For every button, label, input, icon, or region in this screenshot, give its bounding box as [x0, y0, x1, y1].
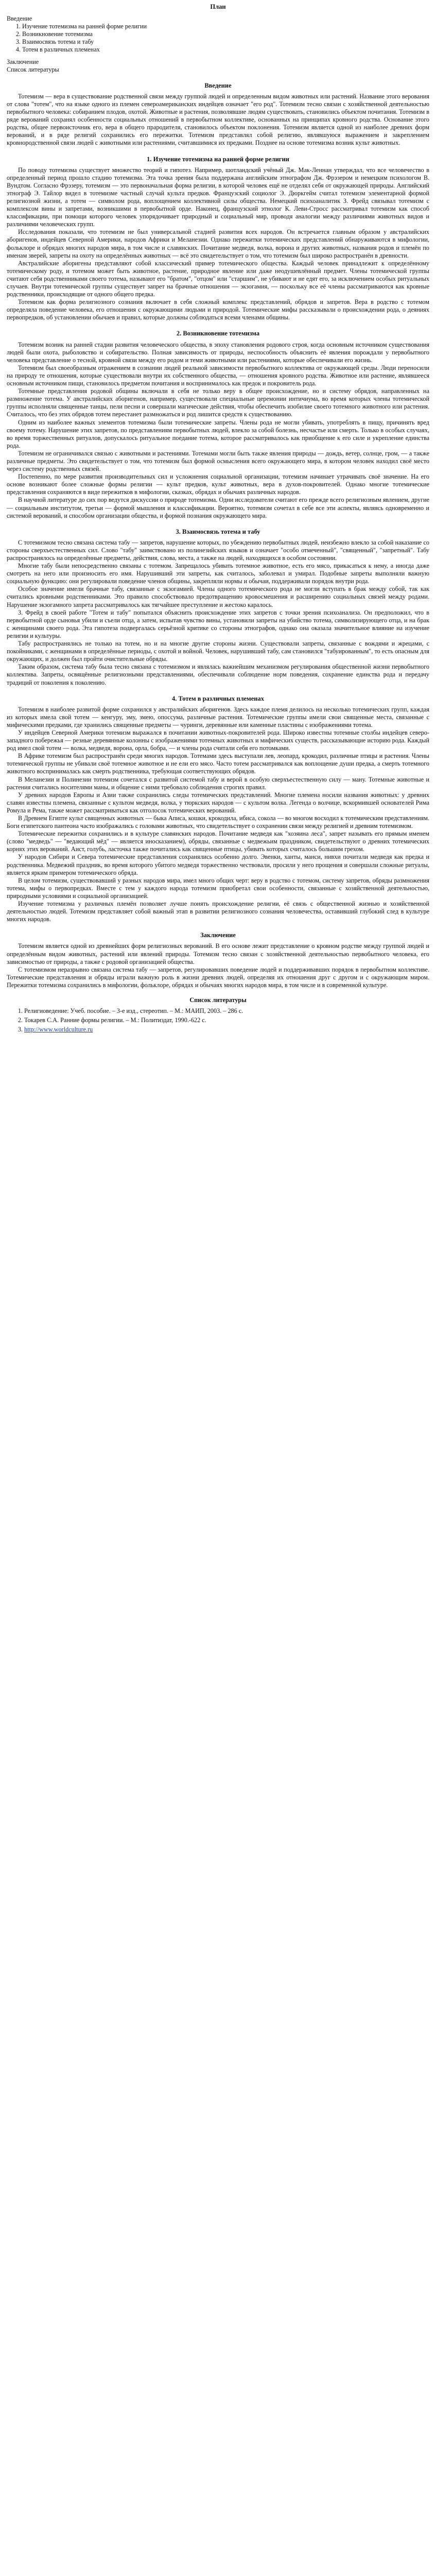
reference-link[interactable]: http://www.worldculture.ru: [24, 1026, 93, 1033]
paragraph: С тотемизмом тесно связана система табу — запретов, нарушение которых, по убеждению первобытных людей, неизбежно влекло за собой наказание со стороны сверхъестественных сил. Слово "табу" заимствовано из полинезийских языков и означает "особо отмеченный", "священный", "запретный". Табу распространялось на определённые предметы, действия, слова, места, а также на людей, находящихся в особом состоянии.: [7, 538, 429, 562]
paragraph: Многие табу были непосредственно связаны с тотемом. Запрещалось убивать тотемное животное, есть его мясо, прикасаться к нему, а иногда даже смотреть на него или произносить его имя. Нарушивший эти запреты, как считалось, заболевал и умирал. Подобные запреты выполняли важную социальную функцию: они регулировали поведение членов общины, закрепляли нормы и обычаи, поддерживали порядок внутри рода.: [7, 562, 429, 585]
paragraph: Тотемизм был своеобразным отражением в сознании людей реальной зависимости первобытного коллектива от окружающей среды. Люди переносили на природу те отношения, которые существовали внутри их собственного общества, — отношения кровного родства. Животное или растение, являвшееся основным источником пищи, становилось предметом почитания и воспринималось как предок и покровитель рода.: [7, 364, 429, 387]
reference-item: 1. Религиоведение: Учеб. пособие. – 3-е изд., стереотип. – М.: МАИП, 2003. – 286 с.: [24, 1007, 429, 1015]
section-title: 2. Возникновение тотемизма: [176, 330, 260, 337]
paragraph: Одним из наиболее важных элементов тотемизма были тотемические запреты. Члены рода не могли убивать, употреблять в пищу, причинять вред своему тотему. Нарушение этих запретов, по представлениям первобытных людей, влекло за собой болезнь, несчастье или смерть. Только в особых случаях, во время торжественных ритуалов, допускалось ритуальное поедание тотема, которое рассматривалось как приобщение к его силе и укрепление единства рода.: [7, 418, 429, 449]
section-title: 1. Изучение тотемизма на ранней форме религии: [147, 155, 289, 163]
section-title: 3. Взаимосвязь тотема и табу: [176, 528, 260, 535]
paragraph: Тотемизм является одной из древнейших форм религиозных верований. В его основе лежит представление о кровном родстве между группой людей и определённым видом животных, растений или явлений природы. Тотемизм тесно связан с хозяйственной деятельностью первобытного человека, его зависимостью от природы, а также с родовой организацией общества.: [7, 942, 429, 965]
paragraph: Тотемизм — вера в существование родственной связи между группой людей и определенным видом животных или растений. Название этого верования от слова "тотем", что на языке одного из племен североамериканских индейцев означает "его род". Тотемизм тесно связан с хозяйственной деятельностью первобытного человека: собиранием плодов, охотой. Животные и растения, позволявшие людям существовать, становились объектом почитания. Тотемизм в ряде верований сохранял особенности социальных отношений в первобытном коллективе, основанных на принципах кровного родства. Основание этого родства, общее первоисточник его, вера в общего прародителя, становилось объектом поклонения. Тотемизм является одной из наиболее древних форм верований, и в ряде религий сохранились его пережитки. Тотемизм представлял собой религию, являвшуюся выражением и закреплением кровнородственной связи людей с животными или растениями, считавшимися их предками. Позднее на основе тотемизма возник культ животных.: [7, 92, 429, 147]
paragraph: Австралийские аборигены представляют собой классический пример тотемического общества. Каждый человек принадлежит к определённому тотемическому роду, и тотемом может быть животное, растение, природное явление или даже неодушевлённый предмет. Члены тотемической группы считают себя родственниками своего тотема, называют его "братом", "отцом" или "старшим", не убивают и не едят его, за исключением особых ритуальных случаев. Внутри тотемической группы существует запрет на брачные отношения — экзогамия, — поскольку все её члены рассматриваются как кровные родственники, происходящие от одного общего предка.: [7, 259, 429, 298]
paragraph: В целом тотемизм, существовавший у разных народов мира, имел много общих черт: веру в родство с тотемом, систему запретов, обряды размножения тотема, мифы о первопредках. Вместе с тем у каждого народа тотемизм приобретал свои особенности, связанные с хозяйственной деятельностью, природными условиями и социальной организацией.: [7, 876, 429, 900]
paragraph: В Древнем Египте культ священных животных — быка Аписа, кошки, крокодила, ибиса, сокола — во многом восходил к тотемическим представлениям. Боги египетского пантеона часто изображались с головами животных, что свидетельствует о сохранении связи между религией и древним тотемизмом.: [7, 815, 429, 830]
paragraph: Тотемизм как форма религиозного сознания включает в себя сложный комплекс представлений, обрядов и запретов. Вера в родство с тотемом определяла поведение человека, его отношения с окружающими людьми и природой. Тотемические мифы рассказывали о происхождении рода, о деяниях первопредков, об установлении обычаев и правил, которые должны соблюдаться всеми членами общины.: [7, 298, 429, 321]
paragraph: У древних народов Европы и Азии также сохранились следы тотемических представлений. Многие племена носили названия животных: у древних славян известны племена, связанные с культом медведя, волка, у тюркских народов — с культом волка. Легенда о волчице, вскормившей основателей Рима Ромула и Рема, также может рассматриваться как отголосок тотемических верований.: [7, 791, 429, 814]
section-title: Заключение: [200, 931, 236, 939]
paragraph: В Африке тотемизм был распространён среди многих народов. Тотемами здесь выступали лев, леопард, крокодил, различные птицы и растения. Члены тотемической группы не убивали своё тотемное животное и не ели его мясо. Часто тотем рассматривался как воплощение души предка, а смерть тотемного животного воспринималась как смерть родственника, требующая соответствующих обрядов.: [7, 752, 429, 775]
plan-item: 2. Возникновение тотемизма: [22, 30, 429, 38]
paragraph: Табу распространялись не только на тотем, но и на многие другие стороны жизни. Существовали запреты, связанные с вождями и жрецами, с покойниками, с женщинами в определённые периоды, с охотой и войной. Человек, нарушивший табу, сам становился "табуированным", то есть опасным для окружающих, и должен был пройти очистительные обряды.: [7, 640, 429, 663]
plan-item: 3. Взаимосвязь тотема и табу: [22, 38, 429, 46]
section-title: 4. Тотем в различных племенах: [172, 694, 264, 702]
reference-item: 2. Токарев С.А. Ранние формы религии. – М.: Политиздат, 1990.-622 с.: [24, 1016, 429, 1024]
paragraph: Постепенно, по мере развития производительных сил и усложнения социальной организации, тотемизм начинает утрачивать своё значение. На его основе возникают более сложные формы религии — культ предков, культ животных, вера в духов-покровителей. Однако многие тотемические представления сохраняются в виде пережитков в мифологии, сказках, обрядах и обычаях различных народов.: [7, 473, 429, 496]
section-title: Введение: [204, 81, 232, 89]
plan-intro: Введение: [7, 15, 32, 23]
plan-list: [7, 23, 429, 54]
paragraph: З. Фрейд в своей работе "Тотем и табу" попытался объяснить происхождение этих запретов с точки зрения психоанализа. Он предположил, что в первобытной орде сыновья убили и съели отца, а затем, испытав чувство вины, установили запреты на убийство тотема, символизирующего отца, и на брак с женщинами своего рода. Эта гипотеза подвергалась серьёзной критике со стороны этнографов, однако она оказала значительное влияние на изучение религии и культуры.: [7, 608, 429, 639]
plan-conclusion: Заключение: [7, 58, 39, 65]
sections-container: [7, 82, 429, 989]
paragraph: С тотемизмом неразрывно связана система табу — запретов, регулировавших поведение людей и поддерживавших порядок в первобытном коллективе. Тотемические представления и обряды играли важную роль в жизни древних людей, определяя их отношения друг с другом и с окружающим миром. Пережитки тотемизма сохранились в мифологии, фольклоре, обрядах и обычаях многих народов мира, в том числе и в современной культуре.: [7, 965, 429, 989]
paragraph: Тотемические пережитки сохранились и в культуре славянских народов. Почитание медведя как "хозяина леса", запрет называть его прямым именем (слово "медведь" — "ведающий мёд" — является иносказанием), обряды, связанные с медвежьим праздником, свидетельствуют о древних тотемических корнях этих верований. Аист, голубь, ласточка также почитались как священные птицы, убивать которых считалось большим грехом.: [7, 830, 429, 853]
paragraph: В научной литературе до сих пор ведутся дискуссии о природе тотемизма. Одни исследователи считают его прежде всего религиозным явлением, другие — социальным институтом, третьи — формой мышления и классификации. Вероятно, тотемизм сочетал в себе все эти аспекты, являясь одновременно и системой верований, и способом организации общества, и формой познания окружающего мира.: [7, 496, 429, 519]
paragraph: Таким образом, система табу была тесно связана с тотемизмом и являлась важнейшим механизмом регулирования общественной жизни первобытного коллектива. Запреты, освящённые религиозными представлениями, обеспечивали соблюдение норм поведения, сохранение единства рода и передачу традиций от поколения к поколению.: [7, 663, 429, 686]
paragraph: У индейцев Северной Америки тотемизм выражался в почитании животных-покровителей рода. Широко известны тотемные столбы индейцев северо-западного побережья — резные деревянные колонны с изображениями тотемных животных и мифических существ, рассказывающие историю рода. Каждый род имел свой тотем — волка, медведя, ворона, орла, бобра, — и члены рода считали себя его потомками.: [7, 728, 429, 752]
paragraph: Тотемизм не ограничивался связью с животными и растениями. Тотемами могли быть также явления природы — дождь, ветер, солнце, гром, — а также различные предметы. Это свидетельствует о том, что тотемизм был формой осмысления всего окружающего мира, в котором человек находил своё место через систему родственных связей.: [7, 449, 429, 473]
plan-item: 4. Тотем в различных племенах: [22, 46, 429, 54]
plan-item: 1. Изучение тотемизма на ранней форме религии: [22, 23, 429, 30]
paragraph: Исследования показали, что тотемизм не был универсальной стадией развития всех народов. Он встречается главным образом у австралийских аборигенов, индейцев Северной Америки, народов Африки и Меланезии. Однако пережитки тотемических представлений обнаруживаются в мифологии, фольклоре и обрядах многих народов мира, в том числе и славянских. Почитание медведя, волка, ворона и других животных, названия родов и племён по именам зверей, запреты на охоту на определённых животных — всё это свидетельствует о том, что тотемизм был широко распространён в древности.: [7, 228, 429, 259]
references-list: [7, 1007, 429, 1033]
paragraph: У народов Сибири и Севера тотемические представления сохранялись особенно долго. Эвенки, ханты, манси, нивхи почитали медведя как предка и родственника. Медвежий праздник, во время которого убитого медведя торжественно чествовали, просили у него прощения и совершали сложные ритуалы, является ярким примером тотемического обряда.: [7, 853, 429, 876]
paragraph: Тотемизм в наиболее развитой форме сохранился у австралийских аборигенов. Здесь каждое племя делилось на несколько тотемических групп, каждая из которых имела свой тотем — кенгуру, эму, змею, опоссума, различные растения. Тотемические группы имели свои священные места, связанные с мифическими предками, где хранились священные предметы — чуринги, деревянные или каменные пластины с изображениями тотема.: [7, 705, 429, 728]
references-title: Список литературы: [189, 996, 247, 1004]
reference-item: [24, 1026, 429, 1033]
paragraph: Изучение тотемизма у различных племён позволяет лучше понять происхождение религии, её связь с общественной жизнью и хозяйственной деятельностью людей. Тотемизм представляет собой важный этап в развитии религиозного сознания человечества, оставивший глубокий след в культуре многих народов.: [7, 900, 429, 923]
plan-title: План: [210, 3, 226, 10]
document-page: [0, 0, 436, 1040]
plan-references: Список литературы: [7, 65, 59, 73]
paragraph: Тотемные представления родовой общины включали в себя не только веру в общее происхождение, но и систему обрядов, направленных на размножение тотема. У австралийских аборигенов, например, существовали специальные церемонии интичиума, во время которых члены тотемической группы исполняли священные танцы, пели песни и совершали магические действия, чтобы обеспечить изобилие своего тотемного животного или растения. Считалось, что без этих обрядов тотем перестанет размножаться и род лишится средств к существованию.: [7, 387, 429, 418]
paragraph: По поводу тотемизма существует множество теорий и гипотез. Например, шотландский учёный Дж. Мак-Леннан утверждал, что все человечество в определенный период прошло стадию тотемизма. Эта точка зрения была поддержана английским этнографом Дж. Фрэзером и немецким психологом В. Вундтом. Согласно Фрэзеру, тотемизм — это первоначальная форма религии, в которой человек ещё не отделял себя от окружающей природы. Английский этнограф Э. Тайлор видел в тотемизме частный случай культа предков. Французский социолог Э. Дюркгейм считал тотемизм элементарной формой религиозной жизни, а тотем — символом рода, воплощением коллективной силы общества. Немецкий психоаналитик З. Фрейд связывал тотемизм с комплексом вины и запретами, возникшими в первобытной орде. Наконец, французский этнолог К. Леви-Стросс рассматривал тотемизм как способ классификации, при помощи которого человек упорядочивает природный и социальный мир, проводя аналогии между различиями животных видов и различиями человеческих групп.: [7, 166, 429, 228]
paragraph: Тотемизм возник на ранней стадии развития человеческого общества, в эпоху становления родового строя, когда основным источником существования людей были охота, рыболовство и собирательство. Полная зависимость от природы, неспособность объяснить её явления порождали у первобытного человека представление о тесной, кровной связи между его родом и теми животными или растениями, которые обеспечивали его жизнь.: [7, 341, 429, 364]
paragraph: Особое значение имели брачные табу, связанные с экзогамией. Члены одного тотемического рода не могли вступать в брак между собой, так как считались кровными родственниками. Это правило способствовало предотвращению кровосмешения и расширению социальных связей между родами. Нарушение экзогамного запрета рассматривалось как тягчайшее преступление и жестоко каралось.: [7, 585, 429, 608]
paragraph: В Меланезии и Полинезии тотемизм сочетался с развитой системой табу и верой в особую сверхъестественную силу — ману. Тотемные животные и растения считались носителями маны, и общение с ними требовало соблюдения строгих правил.: [7, 775, 429, 791]
